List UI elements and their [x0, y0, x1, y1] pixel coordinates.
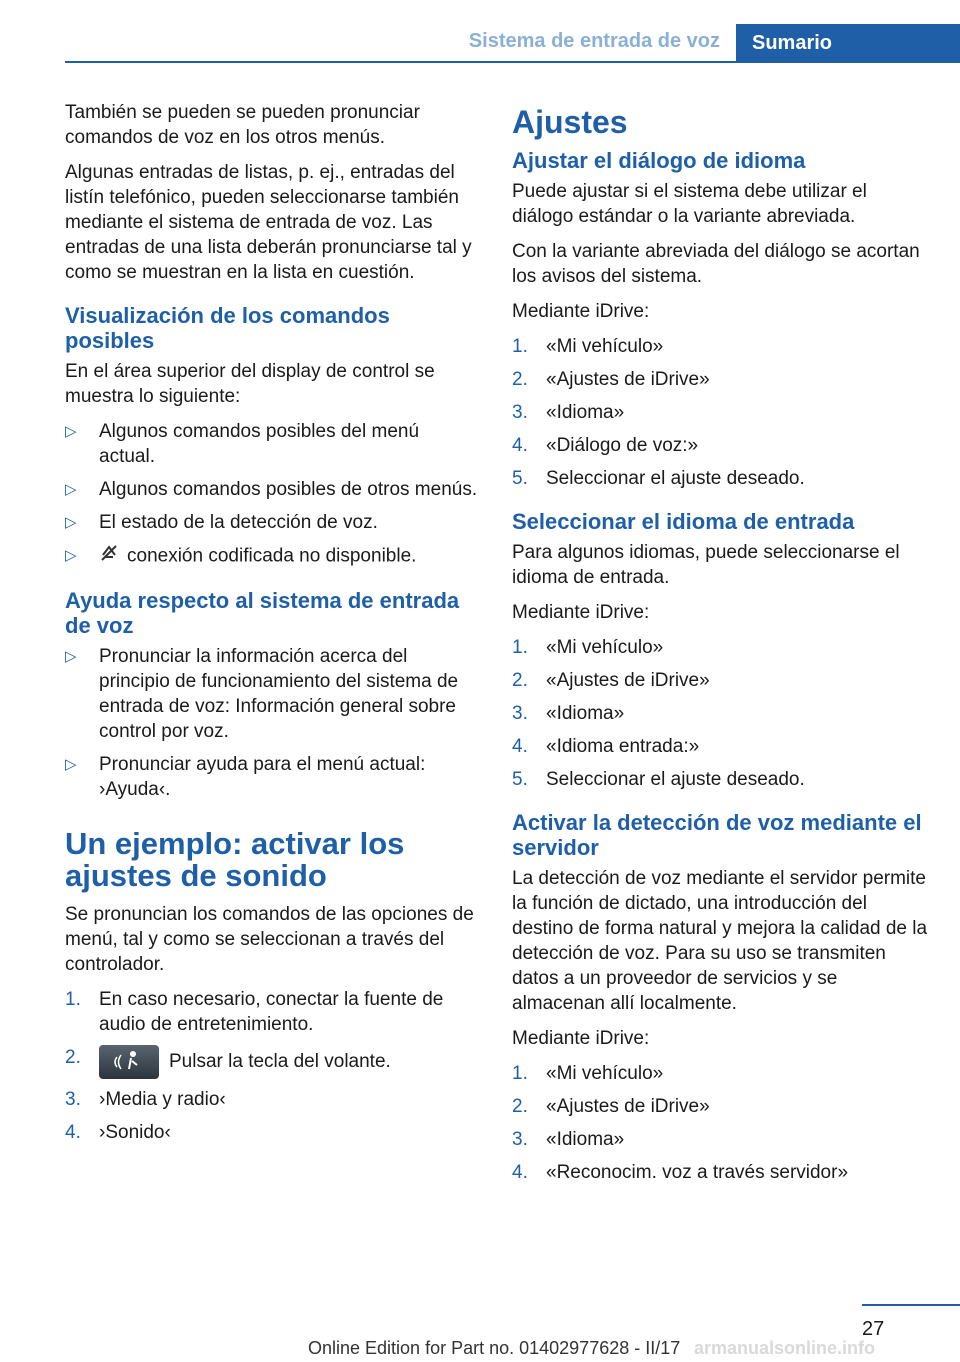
paragraph: Para algunos idiomas, puede seleccionarse el idioma de entrada.: [512, 542, 900, 588]
list-item: ▷ El estado de la detección de voz.: [65, 512, 378, 533]
footer-rule: [862, 1304, 960, 1306]
triangle-bullet-icon: ▷: [65, 756, 77, 773]
list-item: 3. «Idioma»: [512, 703, 625, 724]
list-item: 3. ›Media y radio‹: [65, 1089, 226, 1110]
list-item: 3. «Idioma»: [512, 402, 625, 423]
page-header: [0, 0, 960, 62]
servidor-steps: [512, 1061, 930, 1185]
paragraph: Mediante iDrive:: [512, 602, 650, 623]
left-column: [65, 100, 480, 1153]
list-item: 1. En caso necesario, conectar la fuente de audio de entretenimiento.: [65, 989, 444, 1035]
dialogo-steps: [512, 334, 930, 491]
encrypted-connection-unavailable-icon: [99, 543, 119, 570]
list-item: ▷ Algunos comandos posibles del menú actual.: [65, 421, 420, 467]
heading-visualizacion: Visualización de los comandos posibles: [65, 303, 390, 353]
watermark: armanualsonline.info: [694, 1338, 876, 1358]
right-column: [512, 100, 930, 1193]
visual-list: [65, 419, 480, 570]
header-rule: [65, 61, 960, 63]
list-item: ▷ conexión codificada no disponible.: [65, 543, 480, 570]
list-item: ▷ Pronunciar la información acerca del principio de funcionamiento del sistema de entrada de voz: Información general sobre control por voz.: [65, 646, 459, 742]
paragraph: Se pronuncian los comandos de las opciones de menú, tal y como se seleccionan a través del controlador.: [65, 904, 474, 975]
paragraph: Mediante iDrive:: [512, 301, 650, 322]
list-item: 4. «Reconocim. voz a través servidor»: [512, 1162, 849, 1183]
footer-edition: Online Edition for Part no. 01402977628 - II/17: [308, 1338, 681, 1358]
list-item: 2. Pulsar la tecla del volante.: [65, 1045, 480, 1079]
paragraph: En el área superior del display de control se muestra lo siguiente:: [65, 361, 435, 407]
list-item: 1. «Mi vehículo»: [512, 1063, 664, 1084]
list-item: 1. «Mi vehículo»: [512, 336, 664, 357]
steering-wheel-voice-button-icon: [99, 1045, 159, 1079]
list-item: 5. Seleccionar el ajuste deseado.: [512, 769, 805, 790]
list-item: 4. «Diálogo de voz:»: [512, 435, 699, 456]
triangle-bullet-icon: ▷: [65, 423, 77, 440]
header-tab-sumario[interactable]: Sumario: [736, 24, 960, 62]
list-item: 2. «Ajustes de iDrive»: [512, 1096, 710, 1117]
page-number: 27: [862, 1318, 885, 1340]
idioma-steps: [512, 635, 930, 792]
list-item: 5. Seleccionar el ajuste deseado.: [512, 468, 805, 489]
list-item: 1. «Mi vehículo»: [512, 637, 664, 658]
heading-ajustes: Ajustes: [512, 104, 628, 140]
list-item: 4. «Idioma entrada:»: [512, 736, 700, 757]
ayuda-list: [65, 644, 480, 802]
paragraph: Con la variante abreviada del diálogo se acortan los avisos del sistema.: [512, 241, 920, 287]
heading-dialogo: Ajustar el diálogo de idioma: [512, 148, 806, 173]
list-item: 4. ›Sonido‹: [65, 1122, 171, 1143]
triangle-bullet-icon: ▷: [65, 514, 77, 531]
list-item: 3. «Idioma»: [512, 1129, 625, 1150]
heading-servidor: Activar la detección de voz mediante el servidor: [512, 810, 922, 860]
list-item: ▷ Algunos comandos posibles de otros menús.: [65, 479, 478, 500]
header-section-title[interactable]: Sistema de entrada de voz: [468, 30, 720, 52]
paragraph: Mediante iDrive:: [512, 1028, 650, 1049]
triangle-bullet-icon: ▷: [65, 481, 77, 498]
heading-idioma-entrada: Seleccionar el idioma de entrada: [512, 509, 855, 534]
list-item: ▷ Pronunciar ayuda para el menú actual: ›Ayuda‹.: [65, 754, 426, 800]
paragraph: También se pueden se pueden pronunciar comandos de voz en los otros menús.: [65, 102, 420, 148]
triangle-bullet-icon: ▷: [65, 547, 77, 564]
paragraph: Algunas entradas de listas, p. ej., entradas del listín telefónico, pueden seleccionarse también mediante el sistema de entrada de voz. Las entradas de una lista deberán pronunciarse tal y como se muestran en la lista en cuestión.: [65, 162, 472, 283]
paragraph: La detección de voz mediante el servidor permite la función de dictado, una introducción del destino de forma natural y mejora la calidad de la detección de voz. Para su uso se transmiten datos a un proveedor de servicios y se almacenan allí localmente.: [512, 868, 928, 1014]
list-item: 2. «Ajustes de iDrive»: [512, 670, 710, 691]
ejemplo-steps: [65, 987, 480, 1145]
paragraph: Puede ajustar si el sistema debe utilizar el diálogo estándar o la variante abreviada.: [512, 181, 867, 227]
heading-ejemplo: Un ejemplo: activar los ajustes de sonido: [65, 826, 405, 893]
triangle-bullet-icon: ▷: [65, 648, 77, 665]
heading-ayuda: Ayuda respecto al sistema de entrada de voz: [65, 588, 460, 638]
list-item: 2. «Ajustes de iDrive»: [512, 369, 710, 390]
